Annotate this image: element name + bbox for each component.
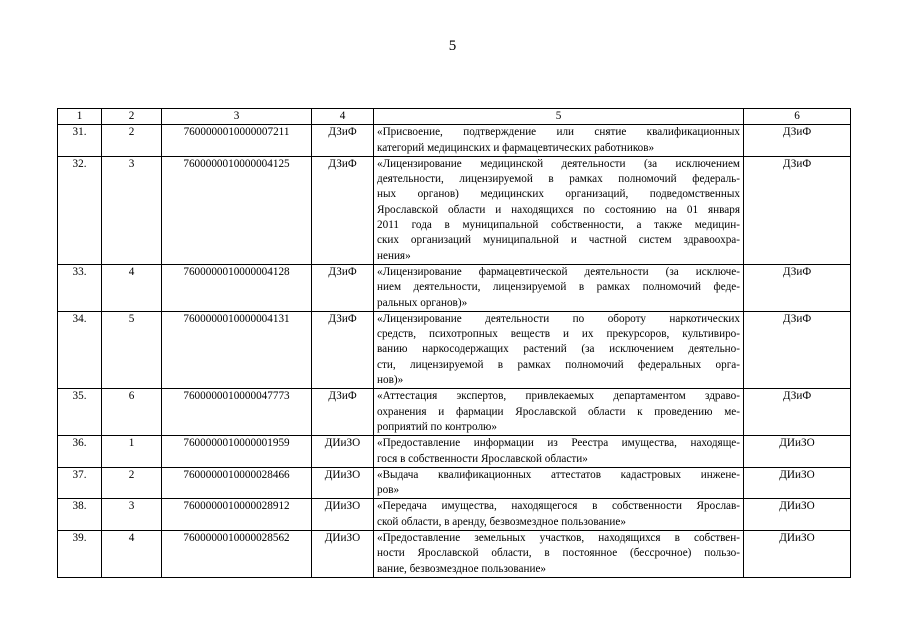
service-name-line: «Присвоение, подтверждение или снятие квалификационных [377,126,740,139]
executing-org-cell: ДИиЗО [744,467,851,499]
row-number-cell: 37. [58,467,102,499]
row-number-cell: 31. [58,125,102,157]
service-name-line: средств, психотропных веществ и их прекурсоров, культивиро- [377,328,740,341]
service-name-line: «Лицензирование фармацевтической деятельности (за исключе- [377,265,740,278]
service-code-cell: 7600000010000004128 [162,264,312,311]
header-cell-2: 2 [102,109,162,125]
service-name-line: «Предоставление информации из Реестра имущества, находяще- [377,437,740,450]
service-name-line: ных органов) медицинских организаций, подведомственных [377,188,740,201]
service-name-line: «Лицензирование деятельности по обороту наркотических [377,312,740,325]
service-name-cell [374,125,744,157]
service-name-line: ности Ярославской области, в постоянное (бессрочное) пользо- [377,547,740,560]
service-name-line: нения» [377,249,411,262]
service-name-cell [374,264,744,311]
service-name-line: деятельности, лицензируемой в рамках полномочий федераль- [377,173,740,186]
table-header-row [58,109,851,125]
service-name-cell [374,499,744,531]
service-name-line: «Предоставление земельных участков, находящихся в собствен- [377,532,740,545]
service-code-cell: 7600000010000004131 [162,311,312,388]
service-name-line: ванию наркосодержащих растений (за исключением деятельно- [377,343,740,356]
service-code-cell: 7600000010000001959 [162,436,312,468]
executing-org-cell: ДЗиФ [744,125,851,157]
table-row [58,264,851,311]
responsible-org-cell: ДИиЗО [312,531,374,578]
service-name-line: нов)» [377,374,404,387]
row-subnumber-cell: 3 [102,499,162,531]
table-row [58,125,851,157]
table-row [58,156,851,264]
service-name-line: охранения и фармации Ярославской области к проведению ме- [377,405,740,418]
table-body [58,109,851,578]
responsible-org-cell: ДИиЗО [312,499,374,531]
service-name-line: вание, безвозмездное пользование» [377,562,547,575]
row-number-cell: 32. [58,156,102,264]
service-name-line: сти, лицензируемой в рамках полномочий федеральных орга- [377,358,740,371]
service-name-line: «Лицензирование медицинской деятельности (за исключением [377,157,740,170]
row-subnumber-cell: 2 [102,467,162,499]
service-name-line: «Выдача квалификационных аттестатов кадастровых инжене- [377,468,740,481]
service-name-line: 2011 года в муниципальной собственности, а также медицин- [377,219,740,232]
service-name-cell [374,389,744,436]
responsible-org-cell: ДЗиФ [312,156,374,264]
executing-org-cell: ДИиЗО [744,436,851,468]
service-name-cell [374,531,744,578]
service-name-line: роприятий по контролю» [377,420,497,433]
service-code-cell: 7600000010000028912 [162,499,312,531]
service-name-line: ских организаций муниципальной и частной систем здравоохра- [377,234,740,247]
responsible-org-cell: ДЗиФ [312,264,374,311]
services-table [57,108,851,578]
responsible-org-cell: ДЗиФ [312,125,374,157]
executing-org-cell: ДЗиФ [744,156,851,264]
responsible-org-cell: ДИиЗО [312,436,374,468]
row-number-cell: 38. [58,499,102,531]
service-code-cell: 7600000010000004125 [162,156,312,264]
row-subnumber-cell: 2 [102,125,162,157]
executing-org-cell: ДЗиФ [744,264,851,311]
service-name-line: ров» [377,484,400,497]
service-name-line: гося в собственности Ярославской области» [377,452,588,465]
table-row [58,499,851,531]
service-code-cell: 7600000010000028466 [162,467,312,499]
header-cell-5: 5 [374,109,744,125]
service-name-line: «Аттестация экспертов, привлекаемых департаментом здраво- [377,390,740,403]
responsible-org-cell: ДЗиФ [312,389,374,436]
service-name-line: нием деятельности, лицензируемой в рамках полномочий феде- [377,281,740,294]
executing-org-cell: ДИиЗО [744,531,851,578]
row-number-cell: 34. [58,311,102,388]
executing-org-cell: ДИиЗО [744,499,851,531]
table-row [58,531,851,578]
table-row [58,436,851,468]
service-name-line: ской области, в аренду, безвозмездное пользование» [377,515,626,528]
row-subnumber-cell: 6 [102,389,162,436]
responsible-org-cell: ДИиЗО [312,467,374,499]
header-cell-6: 6 [744,109,851,125]
row-number-cell: 33. [58,264,102,311]
row-subnumber-cell: 5 [102,311,162,388]
service-code-cell: 7600000010000007211 [162,125,312,157]
row-number-cell: 35. [58,389,102,436]
row-subnumber-cell: 4 [102,264,162,311]
service-code-cell: 7600000010000047773 [162,389,312,436]
service-name-cell [374,467,744,499]
executing-org-cell: ДЗиФ [744,311,851,388]
header-cell-1: 1 [58,109,102,125]
executing-org-cell: ДЗиФ [744,389,851,436]
table-row [58,467,851,499]
service-name-cell [374,311,744,388]
row-subnumber-cell: 4 [102,531,162,578]
row-subnumber-cell: 3 [102,156,162,264]
service-name-line: ральных органов)» [377,296,468,309]
table-row [58,389,851,436]
page-number: 5 [448,38,457,54]
service-name-line: категорий медицинских и фармацевтических работников» [377,141,655,154]
table-row [58,311,851,388]
service-name-line: Ярославской области и находящихся по состоянию на 01 января [377,203,740,216]
responsible-org-cell: ДЗиФ [312,311,374,388]
service-code-cell: 7600000010000028562 [162,531,312,578]
service-name-cell [374,436,744,468]
service-name-cell [374,156,744,264]
row-subnumber-cell: 1 [102,436,162,468]
row-number-cell: 36. [58,436,102,468]
row-number-cell: 39. [58,531,102,578]
service-name-line: «Передача имущества, находящегося в собственности Ярослав- [377,500,740,513]
header-cell-4: 4 [312,109,374,125]
header-cell-3: 3 [162,109,312,125]
